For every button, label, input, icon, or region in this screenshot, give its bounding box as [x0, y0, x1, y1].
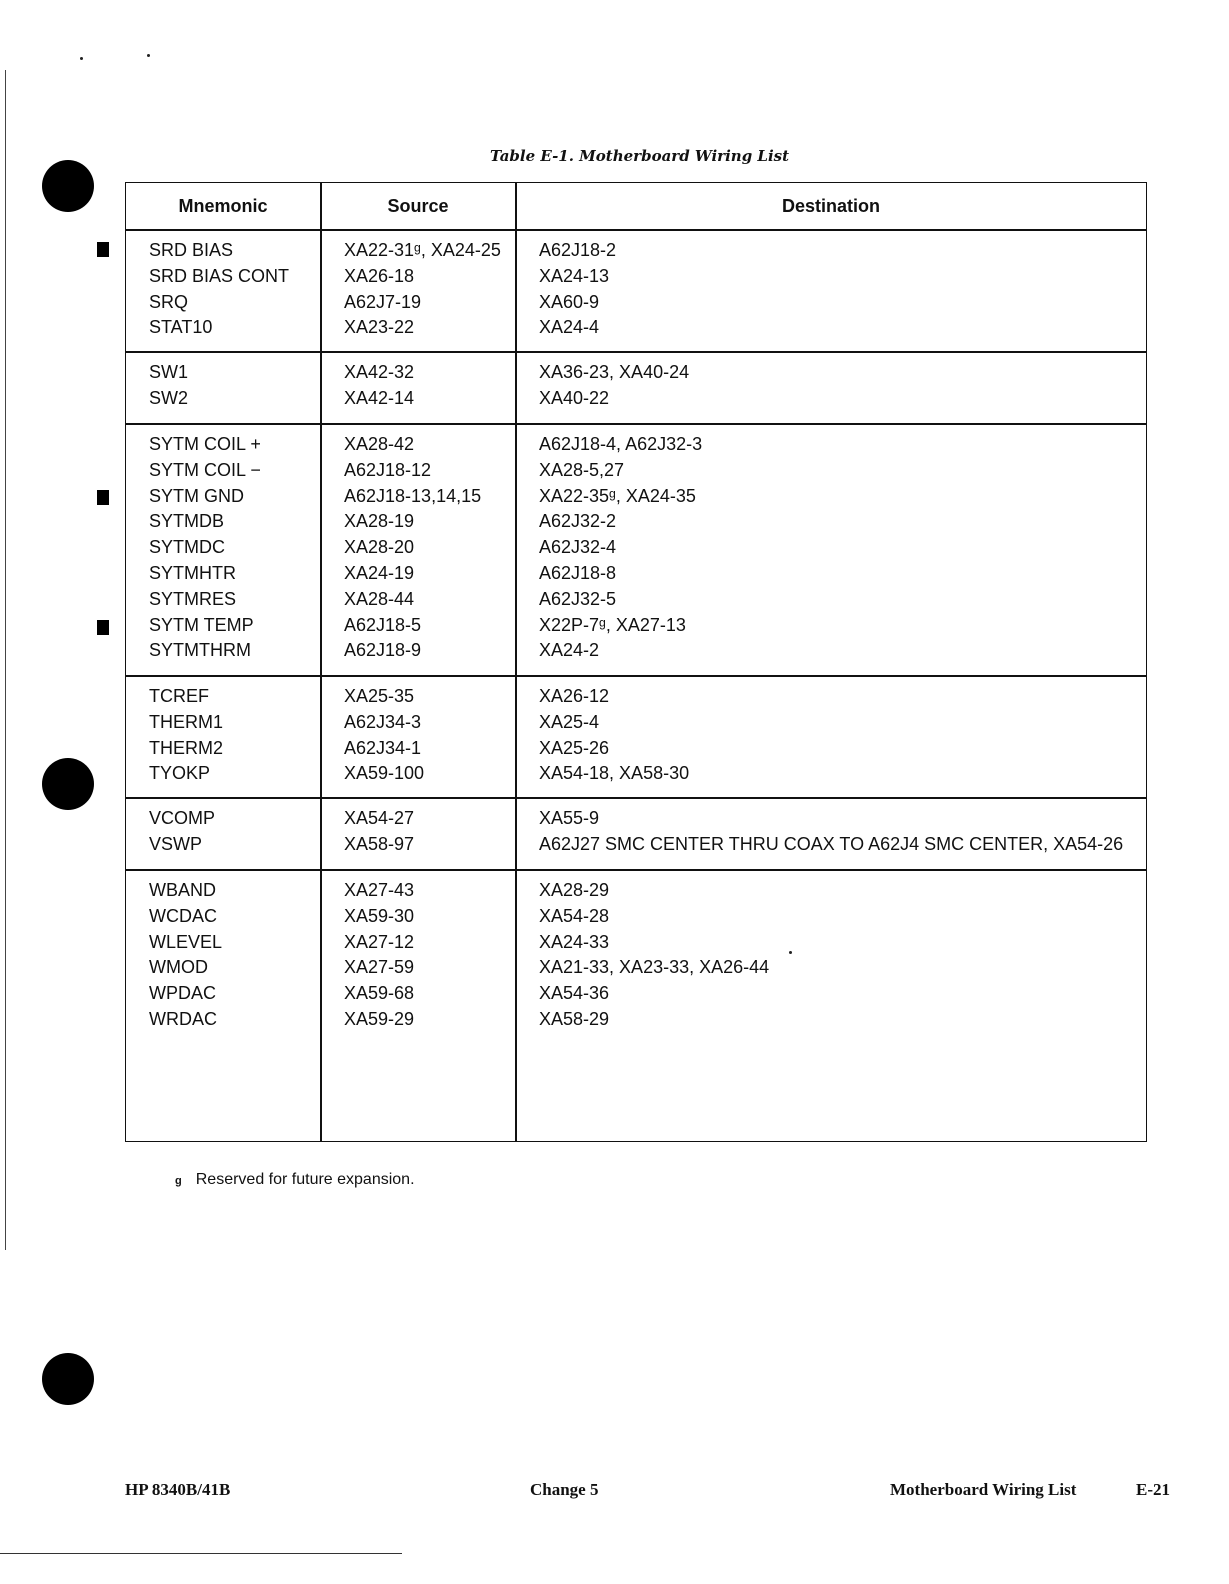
- destination-value: A62J32-5: [539, 588, 617, 609]
- destination-value: XA25-26: [539, 737, 610, 758]
- footer-model: HP 8340B/41B: [125, 1480, 231, 1499]
- destination-cell: [539, 432, 702, 664]
- destination-value: XA21-33, XA23-33, XA26-44: [539, 957, 770, 978]
- mnemonic-cell: [149, 432, 261, 664]
- source-value: XA42-32: [344, 362, 415, 382]
- mnemonic-value: SRD BIAS: [149, 240, 234, 260]
- footer-change: Change 5: [530, 1480, 599, 1499]
- punch-hole: [42, 160, 94, 212]
- mnemonic-cell: [149, 360, 188, 412]
- group-divider: [126, 797, 1146, 799]
- source-value: A62J18-9: [344, 640, 422, 661]
- footnote: [175, 1171, 415, 1189]
- destination-value: XA54-36: [539, 983, 610, 1004]
- source-value: XA58-97: [344, 833, 415, 854]
- footer-rule: [0, 1553, 402, 1554]
- mnemonic-value: WPDAC: [149, 983, 216, 1004]
- source-cell: [344, 238, 501, 341]
- source-value: A62J34-3: [344, 711, 422, 732]
- mnemonic-cell: [149, 806, 215, 858]
- source-cell: [344, 806, 414, 858]
- source-value: A62J18-13,14,15: [344, 485, 482, 506]
- destination-value: XA58-29: [539, 1008, 610, 1029]
- mnemonic-value: SYTM COIL −: [149, 459, 261, 480]
- source-value: XA27-12: [344, 931, 415, 952]
- source-value: XA54-27: [344, 808, 415, 828]
- destination-value: XA54-18, XA58-30: [539, 763, 690, 784]
- mnemonic-value: SYTMDB: [149, 511, 225, 532]
- mnemonic-value: STAT10: [149, 317, 213, 338]
- destination-value: A62J32-2: [539, 511, 617, 532]
- destination-cell: [539, 360, 689, 412]
- source-cell: [344, 878, 414, 1033]
- mnemonic-value: TYOKP: [149, 763, 211, 784]
- destination-value: XA24-4: [539, 317, 600, 338]
- destination-value: XA55-9: [539, 808, 600, 828]
- punch-hole: [42, 758, 94, 810]
- destination-value: XA24-2: [539, 640, 600, 661]
- mnemonic-value: SRD BIAS CONT: [149, 265, 290, 286]
- source-value: XA28-44: [344, 588, 415, 609]
- scan-speck: [147, 54, 150, 57]
- source-value: A62J18-12: [344, 459, 432, 480]
- source-value: A62J7-19: [344, 291, 422, 312]
- mnemonic-value: SYTM GND: [149, 485, 245, 506]
- mnemonic-value: VSWP: [149, 833, 203, 854]
- table-caption: Table E-1. Motherboard Wiring List: [489, 147, 790, 165]
- destination-value: XA24-33: [539, 931, 610, 952]
- source-value: XA27-59: [344, 957, 415, 978]
- source-value: XA24-19: [344, 562, 415, 583]
- destination-value: XA28-5,27: [539, 459, 625, 480]
- page-edge-line: [5, 70, 6, 1250]
- destination-value: XA36-23, XA40-24: [539, 362, 690, 382]
- header-mnemonic: Mnemonic: [178, 196, 268, 216]
- destination-value: A62J18-8: [539, 562, 617, 583]
- destination-cell: [539, 878, 769, 1033]
- mnemonic-value: SYTMTHRM: [149, 640, 251, 661]
- header-source: Source: [387, 196, 449, 216]
- scan-speck: [80, 57, 83, 60]
- header-destination: Destination: [781, 196, 880, 216]
- destination-cell: [539, 238, 616, 341]
- mnemonic-value: TCREF: [149, 686, 209, 706]
- destination-value: XA40-22: [539, 387, 610, 408]
- destination-value: A62J18-4, A62J32-3: [539, 434, 703, 454]
- mnemonic-value: SW1: [149, 362, 189, 382]
- group-divider: [126, 869, 1146, 871]
- column-divider: [320, 183, 322, 1141]
- source-value: XA59-29: [344, 1008, 415, 1029]
- source-value: A62J18-5: [344, 614, 422, 635]
- destination-value: XA60-9: [539, 291, 600, 312]
- mnemonic-value: SYTMHTR: [149, 562, 236, 583]
- destination-value: XA54-28: [539, 905, 610, 926]
- change-bar: [97, 620, 109, 635]
- mnemonic-value: WBAND: [149, 880, 216, 900]
- destination-value: XA25-4: [539, 711, 600, 732]
- wiring-table: [125, 182, 1147, 1142]
- mnemonic-value: WMOD: [149, 957, 208, 978]
- header-divider: [126, 229, 1146, 231]
- mnemonic-value: WLEVEL: [149, 931, 223, 952]
- mnemonic-cell: [149, 878, 222, 1033]
- destination-value: XA22-35ᵍ, XA24-35: [539, 485, 696, 506]
- mnemonic-value: SYTM TEMP: [149, 614, 254, 635]
- destination-value: A62J18-2: [539, 240, 617, 260]
- footnote-text: Reserved for future expansion.: [195, 1171, 415, 1188]
- group-divider: [126, 423, 1146, 425]
- mnemonic-value: SYTMDC: [149, 537, 225, 558]
- mnemonic-value: THERM2: [149, 737, 224, 758]
- footer-section: Motherboard Wiring List: [890, 1480, 1077, 1499]
- punch-hole: [42, 1353, 94, 1405]
- source-value: XA28-19: [344, 511, 415, 532]
- mnemonic-cell: [149, 238, 289, 341]
- destination-cell: [539, 806, 1123, 858]
- source-value: XA28-20: [344, 537, 415, 558]
- mnemonic-value: SYTMRES: [149, 588, 237, 609]
- destination-value: A62J32-4: [539, 537, 617, 558]
- source-value: XA59-100: [344, 763, 425, 784]
- source-value: A62J34-1: [344, 737, 422, 758]
- mnemonic-value: WCDAC: [149, 905, 217, 926]
- footer-page-number: E-21: [1136, 1480, 1170, 1499]
- source-value: XA59-68: [344, 983, 415, 1004]
- source-value: XA22-31ᵍ, XA24-25: [344, 240, 501, 260]
- mnemonic-cell: [149, 684, 223, 787]
- destination-value: XA28-29: [539, 880, 610, 900]
- source-value: XA23-22: [344, 317, 415, 338]
- change-bar: [97, 242, 109, 257]
- source-cell: [344, 432, 481, 664]
- change-bar: [97, 490, 109, 505]
- group-divider: [126, 675, 1146, 677]
- destination-value: A62J27 SMC CENTER THRU COAX TO A62J4 SMC CENTER, XA54-26: [539, 833, 1124, 854]
- group-divider: [126, 351, 1146, 353]
- source-value: XA28-42: [344, 434, 415, 454]
- mnemonic-value: WRDAC: [149, 1008, 217, 1029]
- mnemonic-value: SW2: [149, 387, 189, 408]
- destination-value: XA26-12: [539, 686, 610, 706]
- mnemonic-value: THERM1: [149, 711, 224, 732]
- source-cell: [344, 684, 424, 787]
- source-value: XA26-18: [344, 265, 415, 286]
- mnemonic-value: VCOMP: [149, 808, 216, 828]
- source-value: XA59-30: [344, 905, 415, 926]
- mnemonic-value: SYTM COIL +: [149, 434, 261, 454]
- source-value: XA42-14: [344, 387, 415, 408]
- source-cell: [344, 360, 414, 412]
- footnote-symbol: g: [175, 1175, 182, 1187]
- destination-cell: [539, 684, 689, 787]
- destination-value: XA24-13: [539, 265, 610, 286]
- mnemonic-value: SRQ: [149, 291, 189, 312]
- column-divider: [515, 183, 517, 1141]
- source-value: XA25-35: [344, 686, 415, 706]
- source-value: XA27-43: [344, 880, 415, 900]
- destination-value: X22P-7ᵍ, XA27-13: [539, 614, 686, 635]
